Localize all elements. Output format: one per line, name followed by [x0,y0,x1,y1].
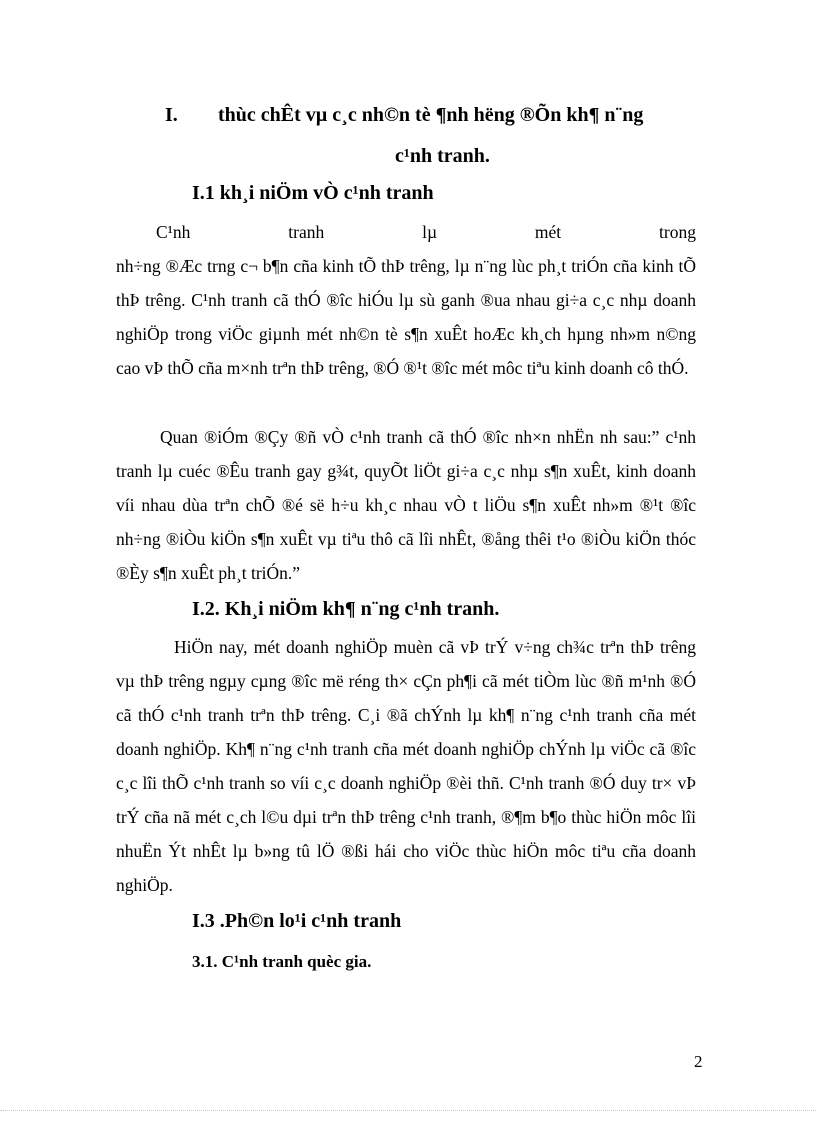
section-1-3-title: I.3 .Ph©n lo¹i c¹nh tranh [192,910,402,932]
subsection-3-1-title: 3.1. C¹nh tranh quèc gia. [192,952,372,971]
section-1-1-paragraph-2: Quan ®iÓm ®Çy ®ñ vÒ c¹nh tranh cã thÓ ®îc nh×n nhËn nh sau:” c¹nh tranh lµ cuéc ®Êu tranh gay g¾t, quyÕt liÖt gi÷a c¸c nhµ s¶n xuÊt, kinh doanh víi nhau dùa trªn chÕ ®é së h÷u kh¸c nhau vÒ t liÖu s¶n xuÊt nh»m ®¹t ®îc nh÷ng ®iÒu kiÖn s¶n xuÊt vµ tiªu thô cã lîi nhÊt, ®ång thêi t¹o ®iÒu kiÖn thóc ®Èy s¶n xuÊt ph¸t triÓn.” [116,427,696,583]
section-1-2-title: I.2. Kh¸i niÖm kh¶ n¨ng c¹nh tranh. [192,598,500,620]
page-number: 2 [694,1052,703,1071]
page-bottom-divider [0,1110,816,1111]
section-1-1-paragraph-1 [116,215,696,385]
word: tranh [288,222,325,242]
word: trong [659,222,696,242]
word: mét [534,222,562,242]
section-1-2-paragraph-1: HiÖn nay, mét doanh nghiÖp muèn cã vÞ trÝ v÷ng ch¾c trªn thÞ trêng vµ thÞ trêng ngµy cµng ®îc më réng th× cÇn ph¶i cã mét tiÒm lùc ®ñ m¹nh ®Ó cã thÓ c¹nh tranh trªn thÞ trêng. C¸i ®ã chÝnh lµ kh¶ n¨ng c¹nh tranh cña mét doanh nghiÖp. Kh¶ n¨ng c¹nh tranh cña mét doanh nghiÖp chÝnh lµ viÖc cã ®îc c¸c lîi thÕ c¹nh tranh so víi c¸c doanh nghiÖp ®èi thñ. C¹nh tranh ®Ó duy tr× vÞ trÝ cña nã mét c¸ch l©u dµi trªn thÞ trêng c¹nh tranh, ®¶m b¶o thùc hiÖn môc lîi nhuËn Ýt nhÊt lµ b»ng tû lÖ ®ßi hái cho viÖc thùc hiÖn môc tiªu cña doanh nghiÖp. [116,637,696,895]
paragraph-first-line [116,215,696,249]
chapter-title-line1: thùc chÊt vµ c¸c nh©n tè ¶nh hëng ®Õn kh¶ n¨ng [218,104,644,126]
chapter-number: I. [165,104,178,126]
section-1-1-title: I.1 kh¸i niÖm vÒ c¹nh tranh [192,182,434,204]
paragraph-body: nh÷ng ®Æc trng c¬ b¶n cña kinh tÕ thÞ trêng, lµ n¨ng lùc ph¸t triÓn cña kinh tÕ thÞ trêng. C¹nh tranh cã thÓ ®îc hiÓu lµ sù ganh ®ua nhau gi÷a c¸c nhµ doanh nghiÖp trong viÖc giµnh mét nh©n tè s¶n xuÊt hoÆc kh¸ch hµng nh»m n©ng cao vÞ thÕ cña m×nh trªn thÞ trêng, ®Ó ®¹t ®îc mét môc tiªu kinh doanh cô thÓ. [116,256,696,378]
word: lµ [422,222,438,242]
chapter-heading [165,104,643,127]
word: C¹nh [156,222,191,242]
chapter-title-line2: c¹nh tranh. [395,145,490,167]
